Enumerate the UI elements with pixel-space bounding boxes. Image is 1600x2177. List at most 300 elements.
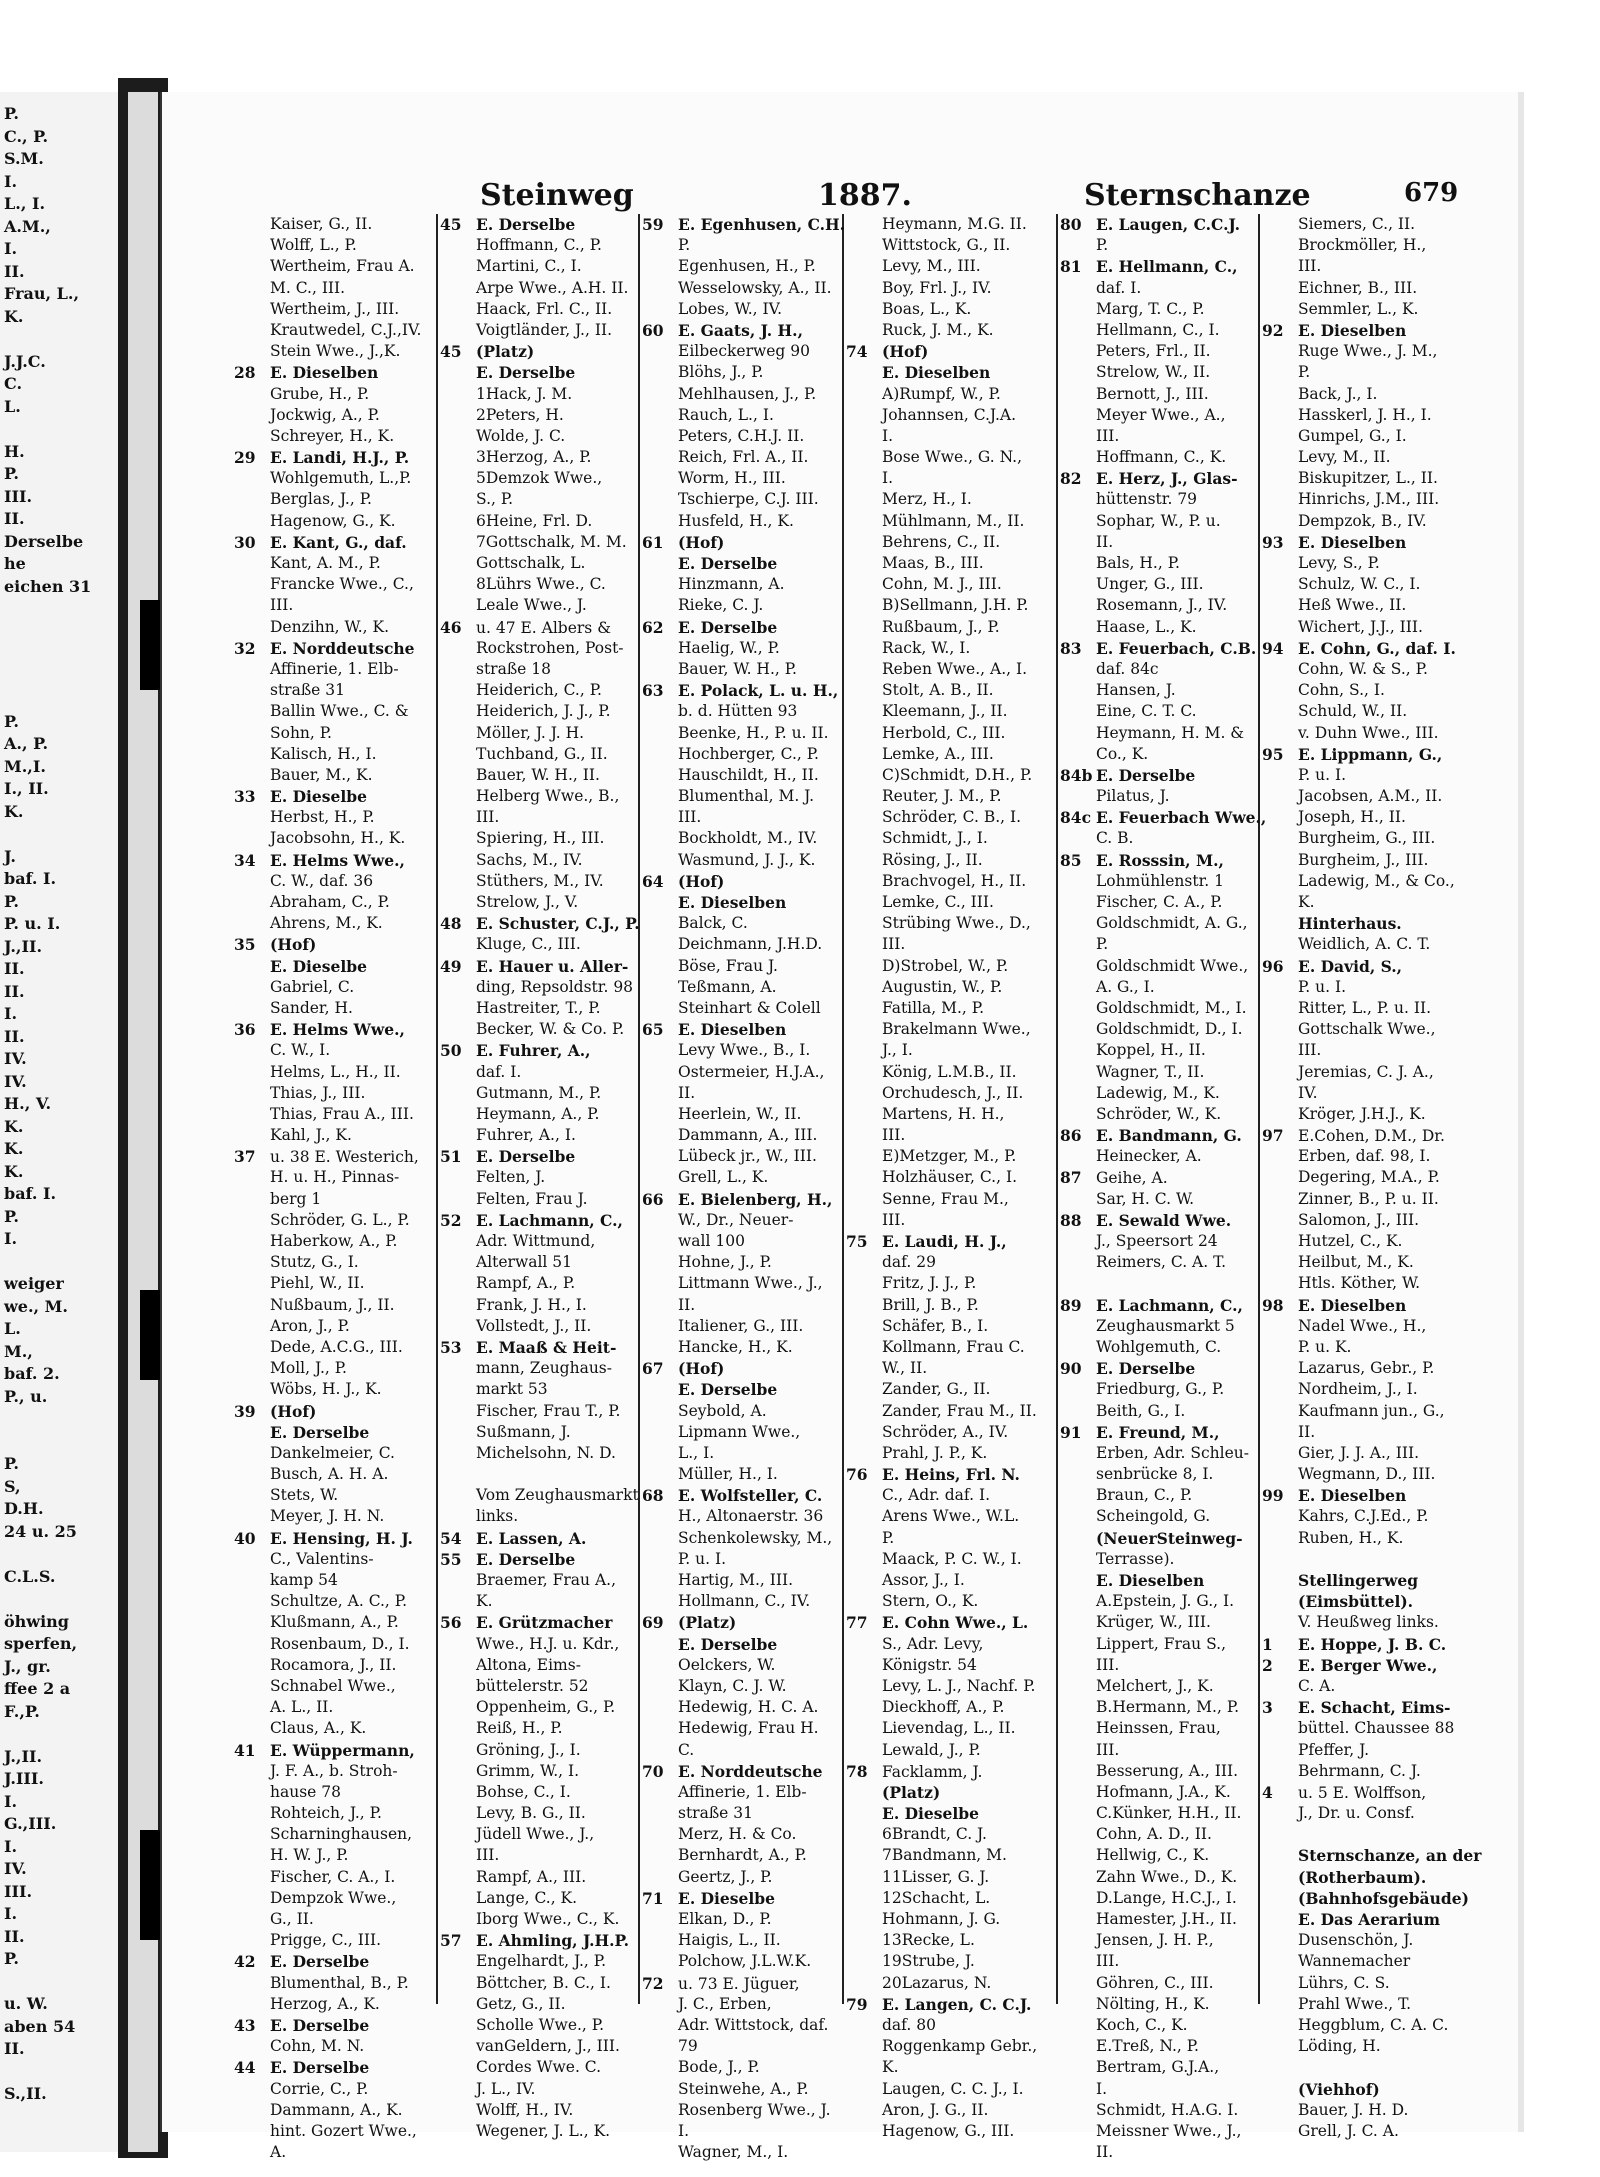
entry-text: Sohn, P. [270,723,332,742]
directory-entry [1060,1189,1260,1210]
directory-entry [1262,278,1462,299]
house-number: 42 [234,1952,256,1972]
directory-entry [234,214,434,235]
entry-text: Reuter, J. M., P. [882,787,1002,806]
directory-entry [234,553,434,574]
entry-text: P. u. I. [678,1549,727,1568]
entry-text: Fatilla, M., P. [882,998,985,1017]
directory-entry [440,447,640,468]
directory-entry [1060,617,1260,638]
directory-entry [846,1210,1046,1231]
entry-text: Hartig, M., III. [678,1571,794,1589]
directory-entry [1060,1655,1260,1676]
left-page-fragment-line: A.M., [4,216,51,236]
left-page-fragment-line: IV. [4,1071,27,1091]
entry-text: Littmann Wwe., J., [678,1274,823,1293]
entry-text: u. 47 E. Albers & [476,618,611,637]
directory-entry [440,1062,640,1083]
entry-text: Blumenthal, B., P. [270,1973,409,1992]
directory-entry [1262,426,1462,447]
directory-entry [234,1718,434,1739]
directory-entry [642,701,842,722]
directory-entry [234,1104,434,1125]
entry-text: Altona, Eims- [476,1655,581,1674]
entry-text: Wöbs, H. J., K. [270,1380,382,1399]
entry-text: Zeughausmarkt 5 [1096,1316,1235,1335]
entry-text: Stutz, G., I. [270,1253,359,1272]
directory-entry [846,1549,1046,1570]
left-page-fragment-line: II. [4,1026,25,1046]
house-number: 71 [642,1888,664,1908]
entry-text: Unger, G., III. [1096,575,1204,594]
left-page-fragment-line: II. [4,959,25,978]
directory-entry [642,934,842,955]
entry-text: Stüthers, M., IV. [476,871,604,890]
house-number: 34 [234,850,256,870]
entry-text: Biskupitzer, L., II. [1298,469,1438,488]
entry-text: Heymann, H. M. & [1096,723,1245,742]
directory-entry [1060,998,1260,1019]
directory-entry [642,1379,842,1400]
entry-text: Wichert, J.J., III. [1298,617,1423,636]
entry-text: E. Feuerbach, C.B. [1096,638,1257,658]
entry-text: Bernott, J., III. [1096,384,1209,403]
entry-text: Brakelmann Wwe., [882,1020,1031,1039]
entry-text: Augustin, W., P. [882,977,1003,996]
left-page-fragment-line: A., P. [4,734,49,753]
entry-text: Heß Wwe., II. [1298,596,1407,615]
directory-entry [846,235,1046,256]
directory-entry [642,1888,842,1909]
entry-text: Nußbaum, J., II. [270,1295,395,1314]
entry-text: Schmidt, H.A.G. I. [1096,2100,1239,2119]
directory-entry [234,2057,434,2078]
directory-entry [642,1316,842,1337]
directory-entry [1262,723,1462,744]
directory-entry [234,1782,434,1803]
left-page-fragment-line: K. [4,1116,24,1136]
entry-text: K. [1298,893,1315,911]
entry-text: Kröger, J.H.J., K. [1298,1104,1426,1123]
entry-text: Tuchband, G., II. [476,744,608,763]
entry-text: (Hof) [678,532,725,552]
left-page-fragment-line: baf. 2. [4,1364,60,1383]
directory-entry [440,828,640,849]
directory-entry [440,744,640,765]
entry-text: Alterwall 51 [476,1253,573,1272]
entry-text: Böttcher, B. C., I. [476,1973,611,1992]
directory-entry [846,765,1046,786]
left-page-fragment-line: II. [4,509,25,528]
directory-entry [846,341,1046,362]
entry-text: 8Lührs Wwe., C. [476,575,606,594]
house-number: 50 [440,1041,462,1061]
directory-entry [1262,934,1462,955]
directory-entry [1262,807,1462,828]
entry-text: Heinssen, Frau, [1096,1719,1221,1738]
directory-entry [642,913,842,934]
entry-text: Melchert, J., K. [1096,1676,1214,1695]
directory-entry [846,1570,1046,1591]
entry-text: E. Dieselben [1298,532,1407,552]
entry-text: C. B. [1096,829,1134,848]
left-page-fragment-line: II. [4,261,25,281]
directory-entry [846,617,1046,638]
directory-entry [234,489,434,510]
entry-text: Peters, Frl., II. [1096,342,1211,361]
directory-entry [846,1379,1046,1400]
directory-entry [234,320,434,341]
directory-entry [1060,680,1260,701]
directory-entry [234,1909,434,1930]
directory-entry [234,1612,434,1633]
entry-text: mann, Zeughaus- [476,1359,613,1378]
directory-entry [846,299,1046,320]
entry-text: Haelig, W., P. [678,638,780,657]
directory-entry [440,723,640,744]
entry-text: Wegener, J. L., K. [476,2121,611,2140]
directory-entry [234,1146,434,1167]
entry-text: Goldschmidt, D., I. [1096,1020,1243,1039]
directory-entry [642,638,842,659]
left-page-fragment-line: I. [4,239,18,258]
directory-entry [1262,638,1462,659]
entry-text: Müller, H., I. [678,1465,778,1484]
entry-text: Fritz, J. J., P. [882,1274,977,1293]
directory-entry [234,511,434,532]
left-page-fragment-line: F.,P. [4,1701,40,1721]
directory-entry [642,1909,842,1930]
left-page-fragment-line: L. [4,1319,21,1338]
house-number: 96 [1262,956,1284,976]
directory-entry [234,1740,434,1761]
directory-entry [1262,680,1462,701]
directory-entry [846,828,1046,849]
entry-text: Heiderich, J. J., P. [476,702,611,721]
entry-text: Schnabel Wwe., [270,1676,396,1695]
left-page-fragment-line: III. [4,1881,33,1901]
directory-entry [1060,468,1260,489]
directory-entry [1262,1570,1462,1591]
directory-entry [1060,659,1260,680]
directory-entry [1262,850,1462,871]
entry-text: I. [882,426,894,445]
entry-text: III. [882,1210,906,1229]
directory-entry [440,1824,640,1845]
entry-text: Hauschildt, H., II. [678,765,819,784]
entry-text: E. Dieselben [270,363,379,383]
entry-text: Strelow, J., V. [476,893,579,911]
entry-text: Dieckhoff, A., P. [882,1698,1005,1717]
directory-entry [642,1740,842,1761]
directory-entry [440,638,640,659]
directory-entry [846,1422,1046,1443]
directory-entry [234,468,434,489]
entry-text: Nordheim, J., I. [1298,1380,1418,1399]
entry-text: Besserung, A., III. [1096,1761,1239,1780]
directory-entry [642,384,842,405]
directory-entry [1060,934,1260,955]
entry-text: Bode, J., P. [678,2058,760,2077]
directory-entry [234,913,434,934]
entry-text: Haase, L., K. [1096,617,1197,636]
directory-entry [846,1718,1046,1739]
directory-entry [846,2079,1046,2100]
directory-entry [234,2015,434,2036]
directory-entry [440,299,640,320]
entry-text: J. C., Erben, [678,1994,772,2013]
house-number: 97 [1262,1126,1284,1146]
entry-text: (Platz) [678,1613,737,1633]
left-page-fragment-line: K. [4,1139,24,1158]
directory-entry [846,1528,1046,1549]
directory-entry [234,786,434,807]
entry-text: wall 100 [678,1232,745,1250]
directory-entry [234,807,434,828]
directory-entry [642,765,842,786]
directory-entry [234,1125,434,1146]
entry-text: Ladewig, M., & Co., [1298,871,1455,890]
entry-text: Kaufmann jun., G., [1298,1401,1445,1420]
entry-text: Wolff, H., IV. [476,2100,574,2119]
entry-text: E. Derselbe [270,2058,370,2078]
house-number: 45 [440,215,462,234]
entry-text: Schulz, W. C., I. [1298,575,1421,594]
directory-entry [234,1167,434,1188]
directory-entry [846,1994,1046,2015]
entry-text: Bauer, J. H. D. [1298,2100,1409,2119]
directory-entry [846,1401,1046,1422]
house-number: 39 [234,1401,256,1421]
directory-entry [1060,1083,1260,1104]
entry-text: markt 53 [476,1380,548,1399]
entry-text: III. [678,808,702,827]
directory-entry [234,2079,434,2100]
directory-entry [440,1485,640,1506]
entry-text: Jüdell Wwe., J., [476,1825,595,1844]
entry-text: C. W., daf. 36 [270,871,374,890]
entry-text: Arens Wwe., W.L. [882,1507,1020,1526]
entry-text: Lemke, C., III. [882,893,994,911]
directory-entry [1262,1464,1462,1485]
directory-entry [1060,2036,1260,2057]
entry-text: Wertheim, J., III. [270,299,400,318]
directory-entry [440,1803,640,1824]
directory-entry [440,1528,640,1549]
directory-entry [440,341,640,362]
entry-text: Denzihn, W., K. [270,617,390,636]
entry-text: Meyer, J. H. N. [270,1507,385,1526]
entry-text: E. Helms Wwe., [270,1020,405,1040]
directory-entry [1262,1316,1462,1337]
entry-text: E. Lachmann, C., [476,1210,623,1230]
directory-entry [846,426,1046,447]
entry-text: E. Derselbe [476,1549,576,1569]
entry-text: 11Lisser, G. J. [882,1867,990,1886]
entry-text: Hedewig, H. C. A. [678,1698,819,1717]
directory-entry [1060,1740,1260,1761]
entry-text: Nadel Wwe., H., [1298,1316,1427,1335]
entry-text: E. Ahmling, J.H.P. [476,1931,630,1951]
entry-text: (Hof) [270,1401,317,1421]
house-number: 84c [1060,808,1092,828]
house-number: 49 [440,956,462,976]
entry-text: E. Cohn Wwe., L. [882,1613,1029,1633]
directory-entry [234,2142,434,2163]
directory-entry [1262,1655,1462,1676]
entry-text: Behrens, C., II. [882,532,1001,551]
entry-text: ding, Repsoldstr. 98 [476,977,634,996]
entry-text: S., P. [476,490,514,509]
directory-entry [1060,1803,1260,1824]
left-page-fragment-line: P. u. I. [4,914,61,933]
directory-entry [846,2015,1046,2036]
entry-text: Martens, H. H., [882,1104,1005,1123]
entry-text: Balck, C. [678,914,748,933]
entry-text: P. [1298,363,1311,382]
left-page-fragment-line: IV. [4,1859,27,1878]
directory-entry [642,617,842,638]
house-number: 85 [1060,850,1082,870]
directory-entry [642,1231,842,1252]
directory-entry [1262,447,1462,468]
directory-entry [440,1167,640,1188]
directory-entry [1262,532,1462,553]
directory-entry [1262,1337,1462,1358]
directory-entry [234,1485,434,1506]
directory-entry [440,1379,640,1400]
directory-entry [440,362,640,383]
directory-entry [1060,2015,1260,2036]
directory-entry [642,1104,842,1125]
directory-entry [642,977,842,998]
directory-entry [1060,595,1260,616]
directory-entry [1262,2121,1462,2142]
entry-text: Laugen, C. C. J., I. [882,2079,1024,2098]
directory-entry [642,1697,842,1718]
entry-text: daf. 80 [882,2015,936,2034]
entry-text: Levy, M., II. [1298,448,1391,467]
entry-text: III. [1298,1041,1322,1060]
entry-text: B.Hermann, M., P. [1096,1698,1240,1717]
house-number: 32 [234,638,256,658]
left-page-fragment-line: I. [4,171,18,191]
directory-entry [642,320,842,341]
entry-text: Sußmann, J. [476,1422,571,1441]
directory-entry [846,362,1046,383]
entry-text: Htls. Köther, W. [1298,1274,1421,1293]
entry-text: Cohn, S., I. [1298,681,1385,700]
directory-entry [846,998,1046,1019]
directory-entry [846,1973,1046,1994]
entry-text: E. Wolfsteller, C. [678,1486,823,1506]
entry-text: E. Langen, C. C.J. [882,1994,1032,2014]
directory-entry [234,1083,434,1104]
left-page-fragment-line: P. [4,1949,19,1968]
directory-entry [1060,1231,1260,1252]
entry-text: A.Epstein, J. G., I. [1096,1592,1235,1611]
directory-entry [440,1740,640,1761]
entry-text: Peters, C.H.J. II. [678,426,805,445]
entry-text: (Rotherbaum). [1298,1867,1427,1887]
directory-entry [846,871,1046,892]
directory-entry [846,1316,1046,1337]
entry-text: Hohne, J., P. [678,1253,772,1272]
directory-entry [846,807,1046,828]
entry-text: Hancke, H., K. [678,1337,793,1356]
column-rule [1056,214,1058,2004]
directory-entry [642,1189,842,1210]
directory-entry [440,1930,640,1951]
entry-text: Schröder, A., IV. [882,1422,1009,1441]
entry-text: Stets, W. [270,1486,339,1505]
directory-entry [846,1634,1046,1655]
directory-entry [846,723,1046,744]
directory-entry [642,1146,842,1167]
directory-entry [642,1634,842,1655]
directory-entry [234,1867,434,1888]
directory-entry [1060,1782,1260,1803]
entry-text: Kaiser, G., II. [270,215,373,233]
directory-entry [1060,1273,1260,1294]
directory-entry [1262,362,1462,383]
directory-entry [1262,468,1462,489]
left-page-fragment-line: J.J.C. [4,351,46,371]
entry-text: Hohmann, J. G. [882,1910,1001,1928]
left-page-fragment-line: C., P. [4,126,49,146]
entry-text: Lazarus, Gebr., P. [1298,1359,1435,1378]
left-page-fragment-line: I. [4,1836,18,1856]
entry-text: Dempzok, B., IV. [1298,511,1427,530]
left-page-fragment-line: IV. [4,1049,27,1068]
directory-entry [846,1358,1046,1379]
entry-text: E. Derselbe [678,617,778,637]
directory-entry [1060,1485,1260,1506]
entry-text: Brill, J. B., P. [882,1295,979,1314]
entry-text: Zander, Frau M., II. [882,1401,1037,1420]
directory-entry [1262,2036,1462,2057]
directory-entry [440,468,640,489]
house-number: 90 [1060,1359,1082,1379]
directory-entry [642,1528,842,1549]
entry-text: Pilatus, J. [1096,787,1170,806]
entry-text: Hellmann, C., I. [1096,320,1220,339]
directory-entry [234,1803,434,1824]
directory-entry [642,744,842,765]
entry-text: Getz, G., II. [476,1994,566,2013]
entry-text: Rack, W., I. [882,638,971,657]
directory-entry [1060,384,1260,405]
entry-text: Ruge Wwe., J. M., [1298,342,1438,361]
entry-text: Schröder, W., K. [1096,1104,1222,1123]
entry-text: Kalisch, H., I. [270,744,377,763]
directory-entry [440,1655,640,1676]
directory-entry [1060,1210,1260,1231]
entry-text: Levy, S., P. [1298,554,1380,572]
directory-entry [642,1401,842,1422]
entry-text: (Hof) [678,1359,725,1379]
entry-text: E. Berger Wwe., [1298,1655,1438,1675]
directory-entry [1262,2015,1462,2036]
directory-entry [234,426,434,447]
entry-text: Johannsen, C.J.A. [882,405,1016,424]
entry-text: Ruck, J. M., K. [882,320,994,339]
directory-entry [1262,595,1462,616]
entry-text: Dusenschön, J. [1298,1931,1414,1950]
left-page-fragment-line: Derselbe [4,531,84,551]
entry-text: Wohlgemuth, L.,P. [270,469,412,488]
house-number: 4 [1262,1782,1273,1802]
